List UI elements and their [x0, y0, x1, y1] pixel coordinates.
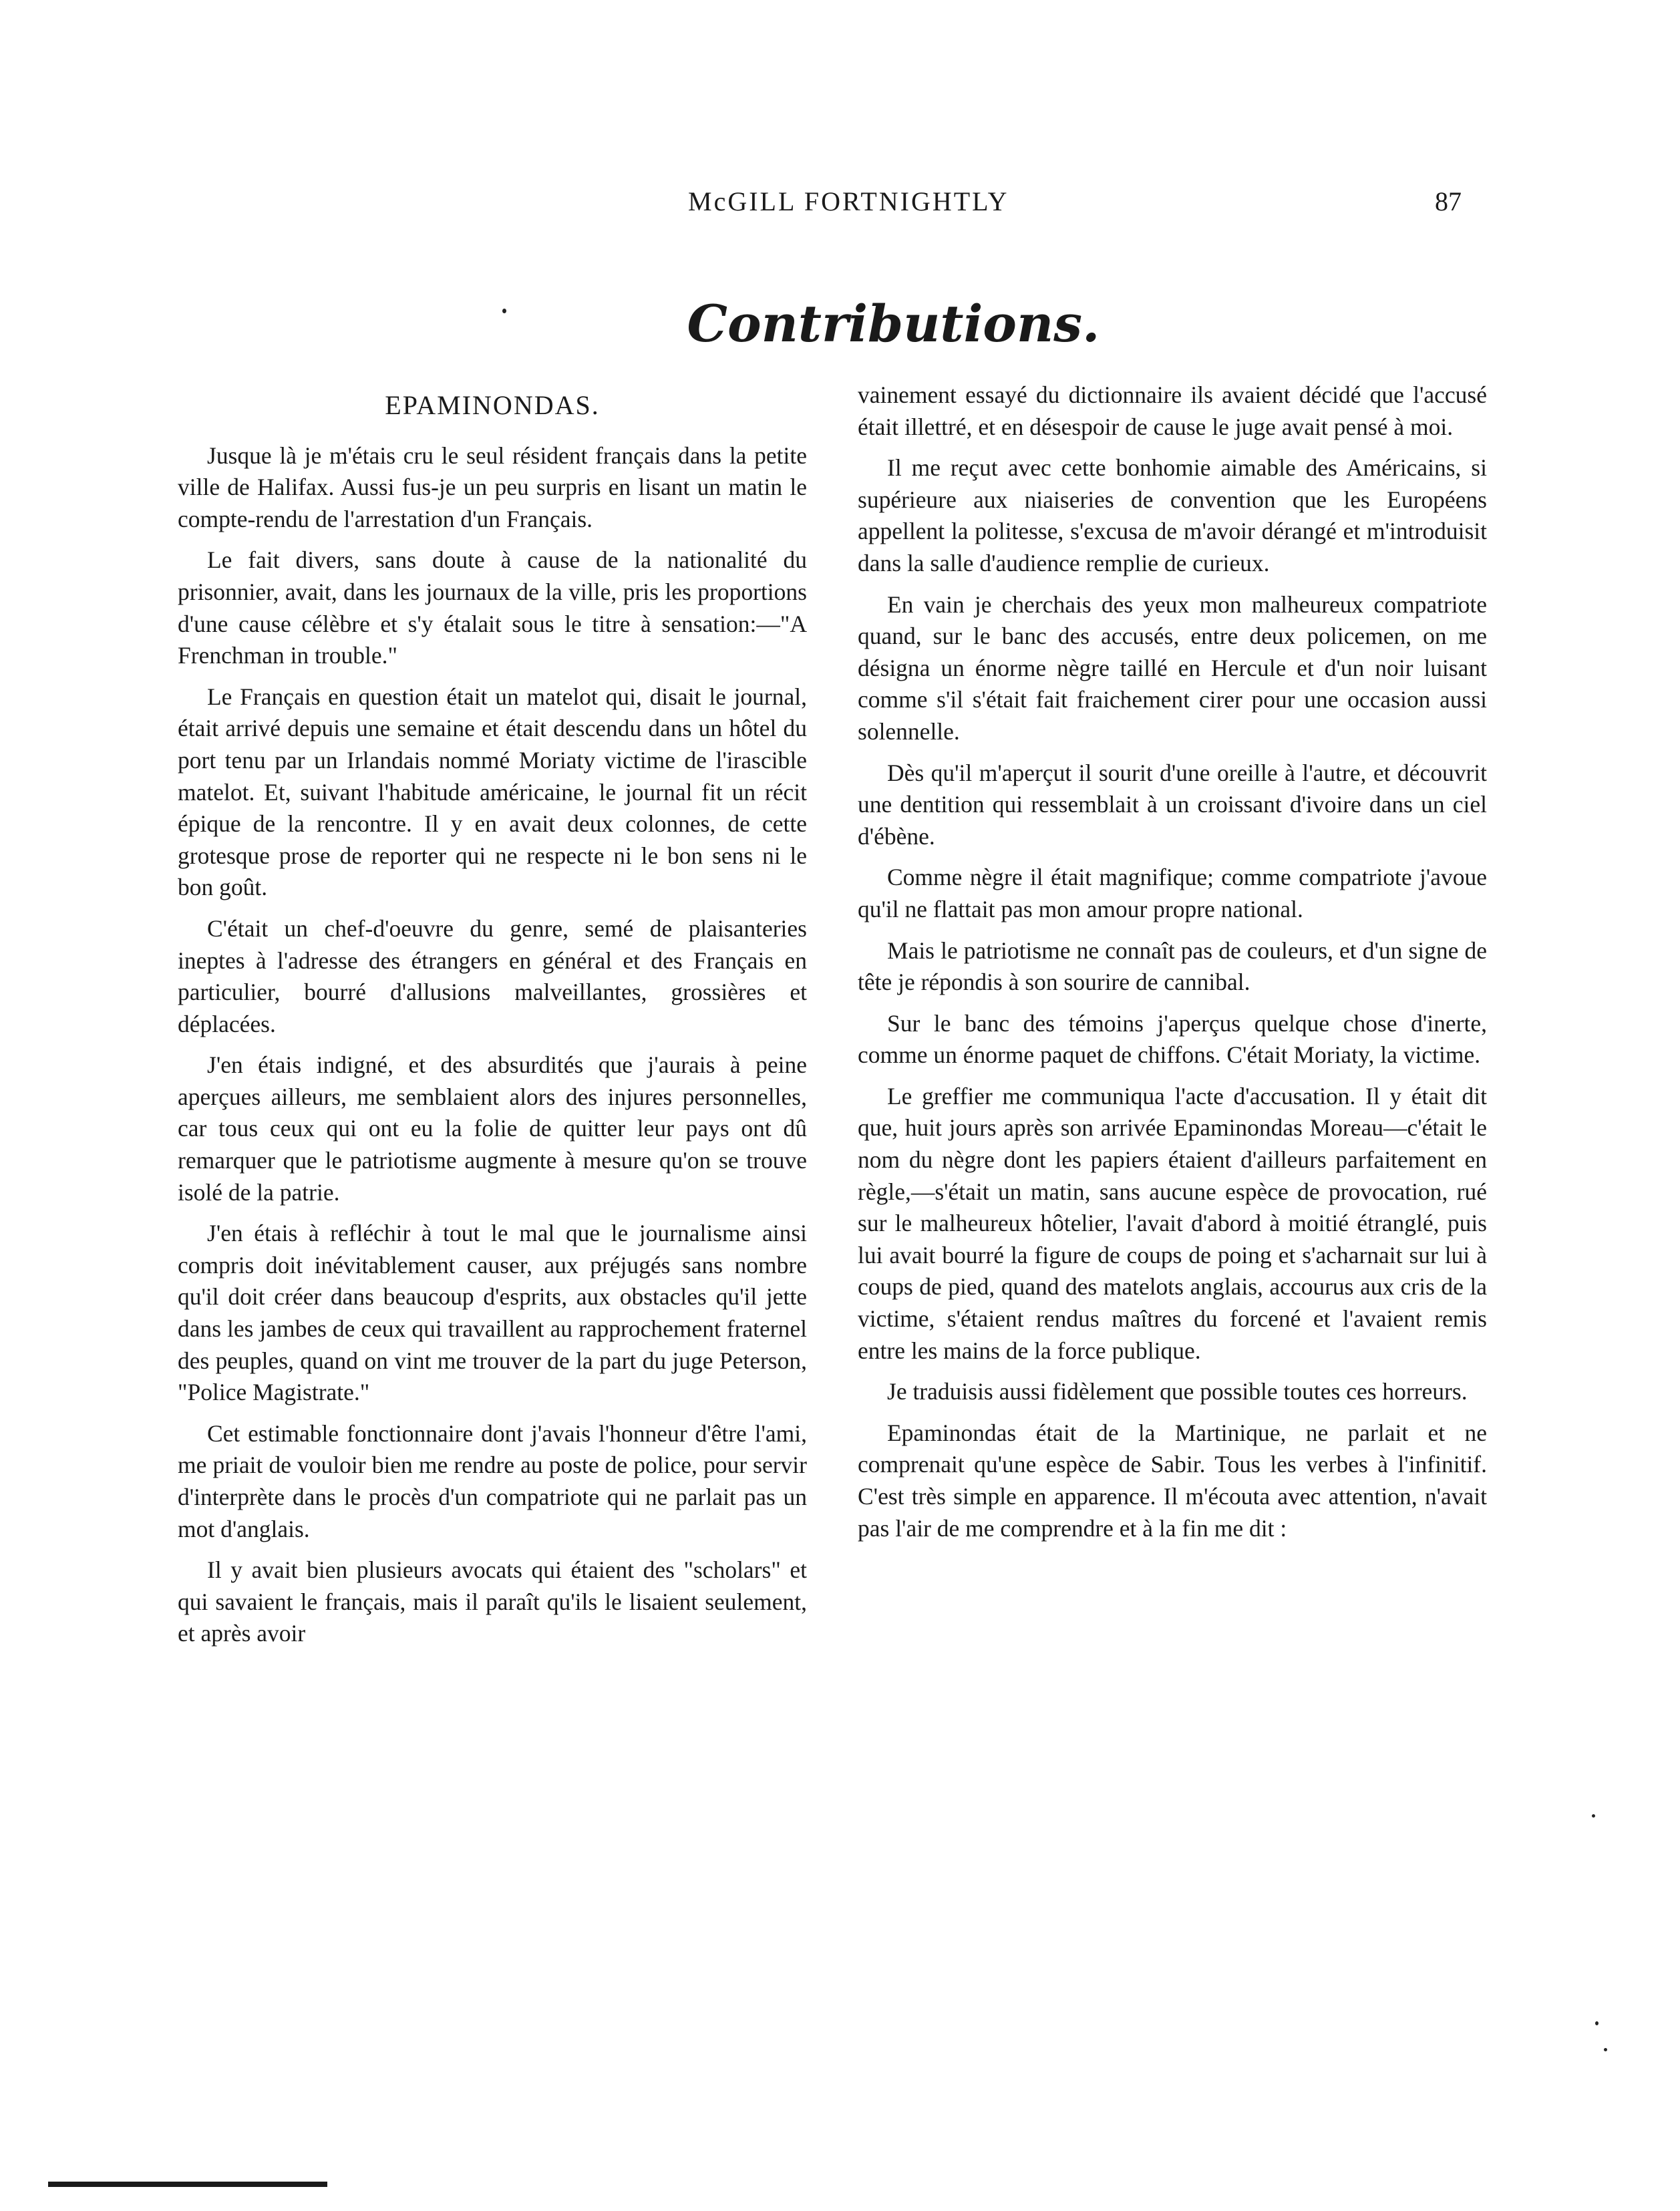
paragraph-continuation: vainement essayé du dictionnaire ils avaient décidé que l'accusé était illettré, et en désespoir de cause le juge avait pensé à moi. — [858, 381, 1487, 440]
right-column — [858, 379, 1487, 1554]
bottom-rule — [48, 2182, 327, 2187]
page-number: 87 — [1435, 186, 1462, 216]
ink-speck — [1592, 1814, 1595, 1818]
running-title: McGILL FORTNIGHTLY — [688, 186, 1009, 216]
paragraph: Mais le patriotisme ne connaît pas de couleurs, et d'un signe de tête je répondis à son sourire de cannibal. — [858, 937, 1487, 996]
paragraph: En vain je cherchais des yeux mon malheureux compatriote quand, sur le banc des accusés, entre deux policemen, on me désigna un énorme nègre taillé en Hercule et d'un noir luisant comme s'il s'était fait fraichement cirer pour une occasion aussi solennelle. — [858, 590, 1487, 745]
paragraph: Le greffier me communiqua l'acte d'accusation. Il y était dit que, huit jours après son arrivée Epaminondas Moreau—c'était le nom du nègre dont les papiers étaient d'ailleurs parfaitement en règle,—s'était un matin, sans aucune espèce de provocation, rué sur le malheureux hôtelier, l'avait d'abord à moitié étranglé, puis lui avait bourré la figure de coups de poing et s'acharnait sur lui à coups de pied, quand des matelots anglais, accourus aux cris de la victime, s'étaient rendus maîtres du forcené et l'avaient remis entre les mains de la force publique. — [858, 1082, 1487, 1364]
paragraph: Il me reçut avec cette bonhomie aimable des Américains, si supérieure aux niaiseries de convention que les Européens appellent la politesse, s'excusa de m'avoir dérangé et m'introduisit dans la salle d'audience remplie de curieux. — [858, 454, 1487, 576]
ink-speck — [1604, 2048, 1607, 2051]
ink-speck — [1595, 2021, 1599, 2025]
section-heading: Contributions. — [687, 294, 1100, 353]
paragraph: Le Français en question était un matelot qui, disait le journal, était arrivé depuis une semaine et était descendu dans un hôtel du port tenu par un Irlandais nommé Moriaty victime de l'irascible matelot. Et, suivant l'habitude américaine, le journal fit un récit épique de la rencontre. Il y en avait deux colonnes, de cette grotesque prose de reporter qui ne respecte ni le bon sens ni le bon goût. — [178, 683, 807, 901]
paragraph: Je traduisis aussi fidèlement que possible toutes ces horreurs. — [887, 1378, 1468, 1405]
paragraph: Sur le banc des témoins j'aperçus quelque chose d'inerte, comme un énorme paquet de chiffons. C'était Moriaty, la victime. — [858, 1009, 1487, 1069]
paragraph: C'était un chef-d'oeuvre du genre, semé de plaisanteries ineptes à l'adresse des étrangers en général et des Français en particulier, bourré d'allusions malveillantes, grossières et déplacées. — [178, 914, 807, 1037]
paragraph: Jusque là je m'étais cru le seul résident français dans la petite ville de Halifax. Aussi fus-je un peu surpris en lisant un matin le compte-rendu de l'arrestation d'un Français. — [178, 442, 807, 532]
paragraph: Comme nègre il était magnifique; comme compatriote j'avoue qu'il ne flattait pas mon amour propre national. — [858, 864, 1487, 922]
running-head — [0, 186, 1680, 226]
article-title: EPAMINONDAS. — [385, 390, 600, 420]
paragraph: Le fait divers, sans doute à cause de la nationalité du prisonnier, avait, dans les journaux de la ville, pris les proportions d'une cause célèbre et s'y étalait sous le titre à sensation:—"A Frenchman in trouble." — [178, 546, 807, 669]
paragraph: Il y avait bien plusieurs avocats qui étaient des "scholars" et qui savaient le français, mais il paraît qu'ils le lisaient seulement, et après avoir — [178, 1556, 807, 1647]
paragraph: Dès qu'il m'aperçut il sourit d'une oreille à l'autre, et découvrit une dentition qui ressemblait à un croissant d'ivoire dans un ciel d'ébène. — [858, 759, 1487, 850]
paragraph: J'en étais à refléchir à tout le mal que le journalisme ainsi compris doit inévitablement causer, aux préjugés sans nombre qu'il doit créer dans beaucoup d'esprits, aux obstacles qu'il jette dans les jambes de ceux qui travaillent au rapprochement fraternel des peuples, quand on vint me trouver de la part du juge Peterson, "Police Magistrate." — [178, 1220, 807, 1406]
paragraph: Epaminondas était de la Martinique, ne parlait et ne comprenait qu'une espèce de Sabir. Tous les verbes à l'infinitif. C'est très simple en apparence. Il m'écouta avec attention, n'avait pas l'air de me comprendre et à la fin me dit : — [858, 1419, 1487, 1542]
left-column — [178, 377, 807, 1659]
paragraph: Cet estimable fonctionnaire dont j'avais l'honneur d'être l'ami, me priait de vouloir bien me rendre au poste de police, pour servir d'interprète dans le procès d'un compatriote qui ne parlait pas un mot d'anglais. — [178, 1419, 807, 1542]
paragraph: J'en étais indigné, et des absurdités que j'aurais à peine aperçues ailleurs, me semblaient alors des injures personnelles, car tous ceux qui ont eu la folie de quitter leur pays ont dû remarquer que le patriotisme augmente à mesure qu'on se trouve isolé de la patrie. — [178, 1051, 807, 1206]
